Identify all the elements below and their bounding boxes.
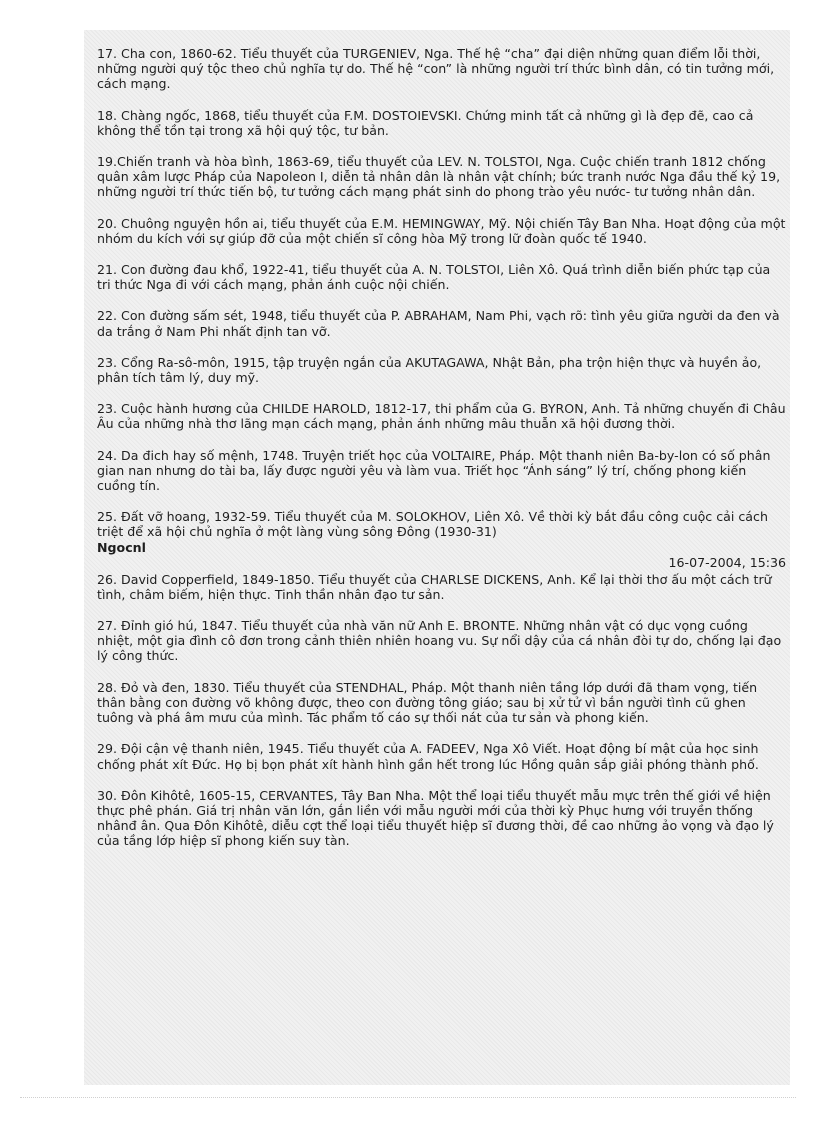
list-item: 20. Chuông nguyện hồn ai, tiểu thuyết của E.M. HEMINGWAY, Mỹ. Nội chiến Tây Ban Nha. Hoạt động của một nhóm du kích với sự giúp đỡ của một chiến sĩ công hòa Mỹ trong lữ đoàn quốc tế 1940. <box>97 215 786 246</box>
list-item: 30. Đôn Kihôtê, 1605-15, CERVANTES, Tây Ban Nha. Một thể loại tiểu thuyết mẫu mực trên thế giới về hiện thực phê phán. Giá trị nhân văn lớn, gắn liền với mẫu người mới của thời kỳ Phục hưng với truyền thống nhânđ ân. Qua Đôn Kihôtê, diễu cợt thể loại tiểu thuyết hiệp sĩ đương thời, đề cao những ảo vọng và đạo lý của tầng lớp hiệp sĩ phong kiến suy tàn. <box>97 787 774 849</box>
post-author: Ngocnl <box>97 539 146 555</box>
list-item: 19.Chiến tranh và hòa bình, 1863-69, tiểu thuyết của LEV. N. TOLSTOI, Nga. Cuộc chiến tranh 1812 chống quân xâm lược Pháp của Napoleon I, diễn tả nhân dân là nhân vật chính; bức tranh nước Nga đầu thế kỷ 19, những người trí thức tiến bộ, tư tưởng cách mạng phát sinh do phong trào yêu nước- tư tưởng nhân dân. <box>97 154 781 200</box>
list-item: 27. Đỉnh gió hú, 1847. Tiểu thuyết của nhà văn nữ Anh E. BRONTE. Những nhân vật có dục vọng cuồng nhiệt, một gia đình cô đơn trong cảnh thiên nhiên hoang vu. Sự nổi dậy của cá nhân đòi tự do, chống lại đạo lý công thức. <box>97 618 782 664</box>
list-item: 22. Con đường sấm sét, 1948, tiểu thuyết của P. ABRAHAM, Nam Phi, vạch rõ: tình yêu giữa người da đen và da trắng ở Nam Phi nhất định tan vỡ. <box>97 308 780 339</box>
list-item: 21. Con đường đau khổ, 1922-41, tiểu thuyết của A. N. TOLSTOI, Liên Xô. Quá trình diễn biến phức tạp của tri thức Nga đi với cách mạng, phản ánh cuộc nội chiến. <box>97 262 771 293</box>
list-item: 23. Cuộc hành hương của CHILDE HAROLD, 1812-17, thi phẩm của G. BYRON, Anh. Tả những chuyến đi Châu Âu của những nhà thơ lãng mạn cách mạng, phản ánh những mâu thuẫn xã hội đương thời. <box>97 401 786 432</box>
post-timestamp: 16-07-2004, 15:36 <box>668 554 786 570</box>
list-item: 25. Đất vỡ hoang, 1932-59. Tiểu thuyết của M. SOLOKHOV, Liên Xô. Về thời kỳ bắt đầu công cuộc cải cách triệt để xã hội chủ nghĩa ở một làng vùng sông Đông (1930-31) <box>97 509 768 540</box>
list-item: 23. Cổng Ra-sô-môn, 1915, tập truyện ngắn của AKUTAGAWA, Nhật Bản, pha trộn hiện thực và huyền ảo, phân tích tâm lý, duy mỹ. <box>97 354 762 386</box>
list-item: 29. Đội cận vệ thanh niên, 1945. Tiểu thuyết của A. FADEEV, Nga Xô Viết. Hoạt động bí mật của học sinh chống phát xít Đức. Họ bị bọn phát xít hành hình gần hết trong lúc Hồng quân sắp giải phóng thành phố. <box>97 741 759 772</box>
list-item: 17. Cha con, 1860-62. Tiểu thuyết của TURGENIEV, Nga. Thế hệ “cha” đại diện những quan điểm lỗi thời, những người quý tộc theo chủ nghĩa tự do. Thế hệ “con” là những người trí thức bình dân, có tin tưởng mới, cách mạng. <box>97 46 775 92</box>
list-item: 28. Đỏ và đen, 1830. Tiểu thuyết của STENDHAL, Pháp. Một thanh niên tầng lớp dưới đã tham vọng, tiến thân bằng con đường võ không được, theo con đường tông giáo; sau bị xử tử vì bắn người tình cũ ghen tuông và phá âm mưu của mình. Tác phẩm tố cáo sự thối nát của tư sản và phong kiến. <box>97 679 758 726</box>
list-item: 26. David Copperfield, 1849-1850. Tiểu thuyết của CHARLSE DICKENS, Anh. Kể lại thời thơ ấu một cách trữ tình, châm biếm, hiện thực. Tinh thần nhân đạo tư sản. <box>97 571 772 602</box>
page-bottom-divider <box>20 1097 796 1098</box>
document-page <box>84 30 790 1085</box>
list-item: 24. Da đich hay số mệnh, 1748. Truyện triết học của VOLTAIRE, Pháp. Một thanh niên Ba-by-lon có số phân gian nan nhưng do tài ba, lấy được người yêu và làm vua. Triết học “Ánh sáng” lý trí, chống phong kiến cuồng tín. <box>97 447 771 494</box>
list-item: 18. Chàng ngốc, 1868, tiểu thuyết của F.M. DOSTOIEVSKI. Chứng minh tất cả những gì là đẹp đẽ, cao cả không thể tồn tại trong xã hội quý tộc, tư bản. <box>97 107 754 138</box>
